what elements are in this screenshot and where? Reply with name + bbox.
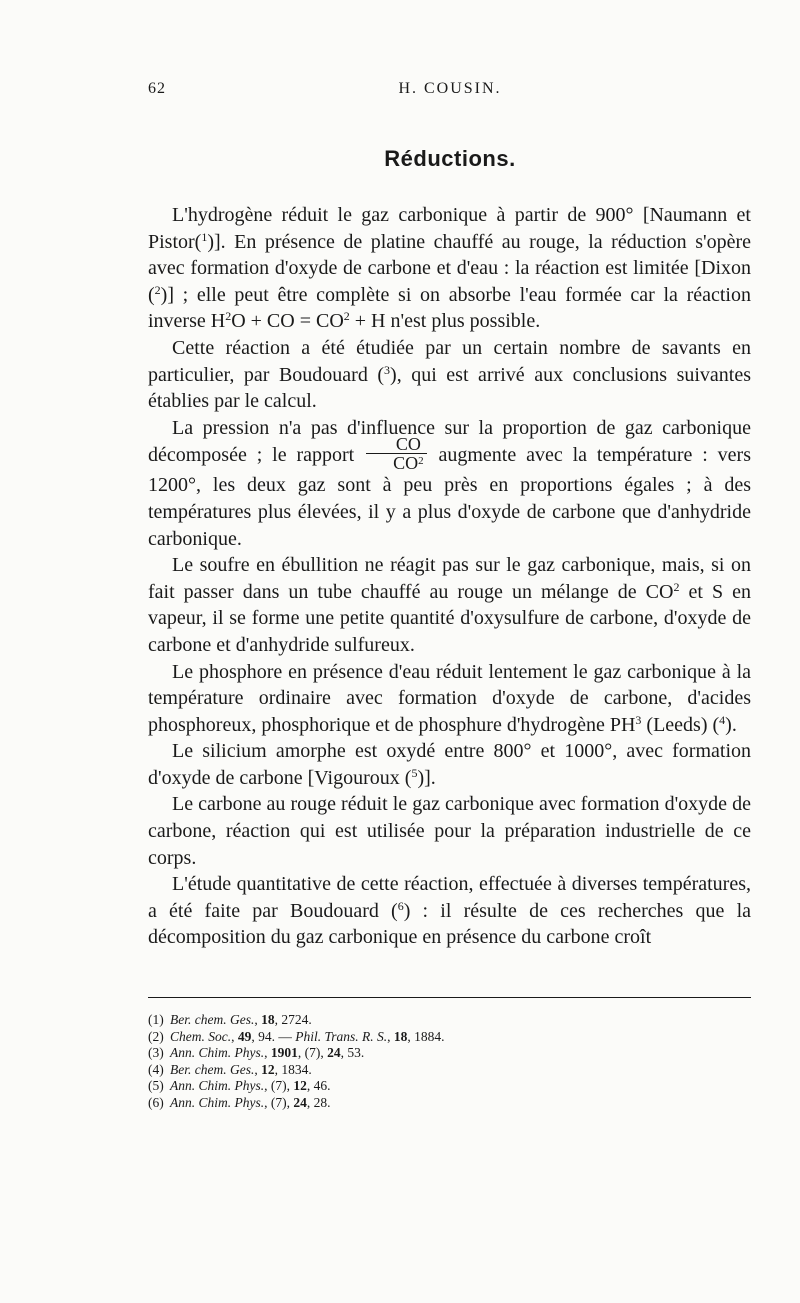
paragraph: La pression n'a pas d'influence sur la proportion de gaz carbonique décomposée ; le rapport $\frac{CO}{CO^2}$ augmente avec la température : vers 1200°, les deux gaz sont à peu près en proportions égales ; à des températures plus élevées, il y a plus d'oxyde de carbone que d'anhydride carbonique. <box>148 416 751 550</box>
footnote: (2) Chem. Soc., 49, 94. — Phil. Trans. R. S., 18, 1884. <box>148 1028 445 1044</box>
paragraph: L'étude quantitative de cette réaction, effectuée à diverses températures, a été faite par Boudouard ($^6$) : il résulte de ces recherches que la décomposition du gaz carbonique en présence du carbone croît <box>148 873 751 949</box>
section-title: Réductions. <box>384 146 516 171</box>
footnote: (5) Ann. Chim. Phys., (7), 12, 46. <box>148 1078 331 1093</box>
running-head <box>148 80 752 102</box>
paragraph: L'hydrogène réduit le gaz carbonique à partir de 900° [Naumann et Pistor($^1$)]. En présence de platine chauffé au rouge, la réduction s'opère avec formation d'oxyde de carbone et d'eau : la réaction est limitée [Dixon ($^2$)] ; elle peut être complète si on absorbe l'eau formée car la réaction inverse $H^2O$ + CO = $CO^2 + H$ n'est plus possible. <box>148 204 751 333</box>
running-head-author: H. COUSIN. <box>398 80 502 97</box>
footnote: (4) Ber. chem. Ges., 12, 1834. <box>148 1061 312 1077</box>
body-text <box>148 202 751 951</box>
paragraph: Le soufre en ébullition ne réagit pas sur le gaz carbonique, mais, si on fait passer dans un tube chauffé au rouge un mélange de $CO^2$ et S en vapeur, il se forme une petite quantité d'oxysulfure de carbone, d'oxyde de carbone et d'anhydride sulfureux. <box>148 554 751 656</box>
ratio-fraction: $\frac{CO}{CO^2}$ <box>366 435 427 472</box>
paragraph: Cette réaction a été étudiée par un certain nombre de savants en particulier, par Boudouard ($^3$), qui est arrivé aux conclusions suivantes établies par le calcul. <box>148 336 751 413</box>
footnote: (6) Ann. Chim. Phys., (7), 24, 28. <box>148 1094 331 1110</box>
footnote-rule <box>148 997 751 998</box>
page-number: 62 <box>148 80 166 97</box>
paragraph: Le phosphore en présence d'eau réduit lentement le gaz carbonique à la température ordinaire avec formation d'oxyde de carbone, d'acides phosphoreux, phosphorique et de phosphure d'hydrogène $PH^3$ (Leeds) ($^4$). <box>148 660 751 736</box>
footnotes <box>148 1012 751 1111</box>
footnote: (1) Ber. chem. Ges., 18, 2724. <box>148 1012 312 1027</box>
paragraph: Le carbone au rouge réduit le gaz carbonique avec formation d'oxyde de carbone, réaction qui est utilisée pour la préparation industrielle de ce corps. <box>148 793 751 869</box>
footnote: (3) Ann. Chim. Phys., 1901, (7), 24, 53. <box>148 1045 365 1060</box>
paragraph: Le silicium amorphe est oxydé entre 800° et 1000°, avec formation d'oxyde de carbone [Vigouroux ($^5$)]. <box>148 740 751 789</box>
